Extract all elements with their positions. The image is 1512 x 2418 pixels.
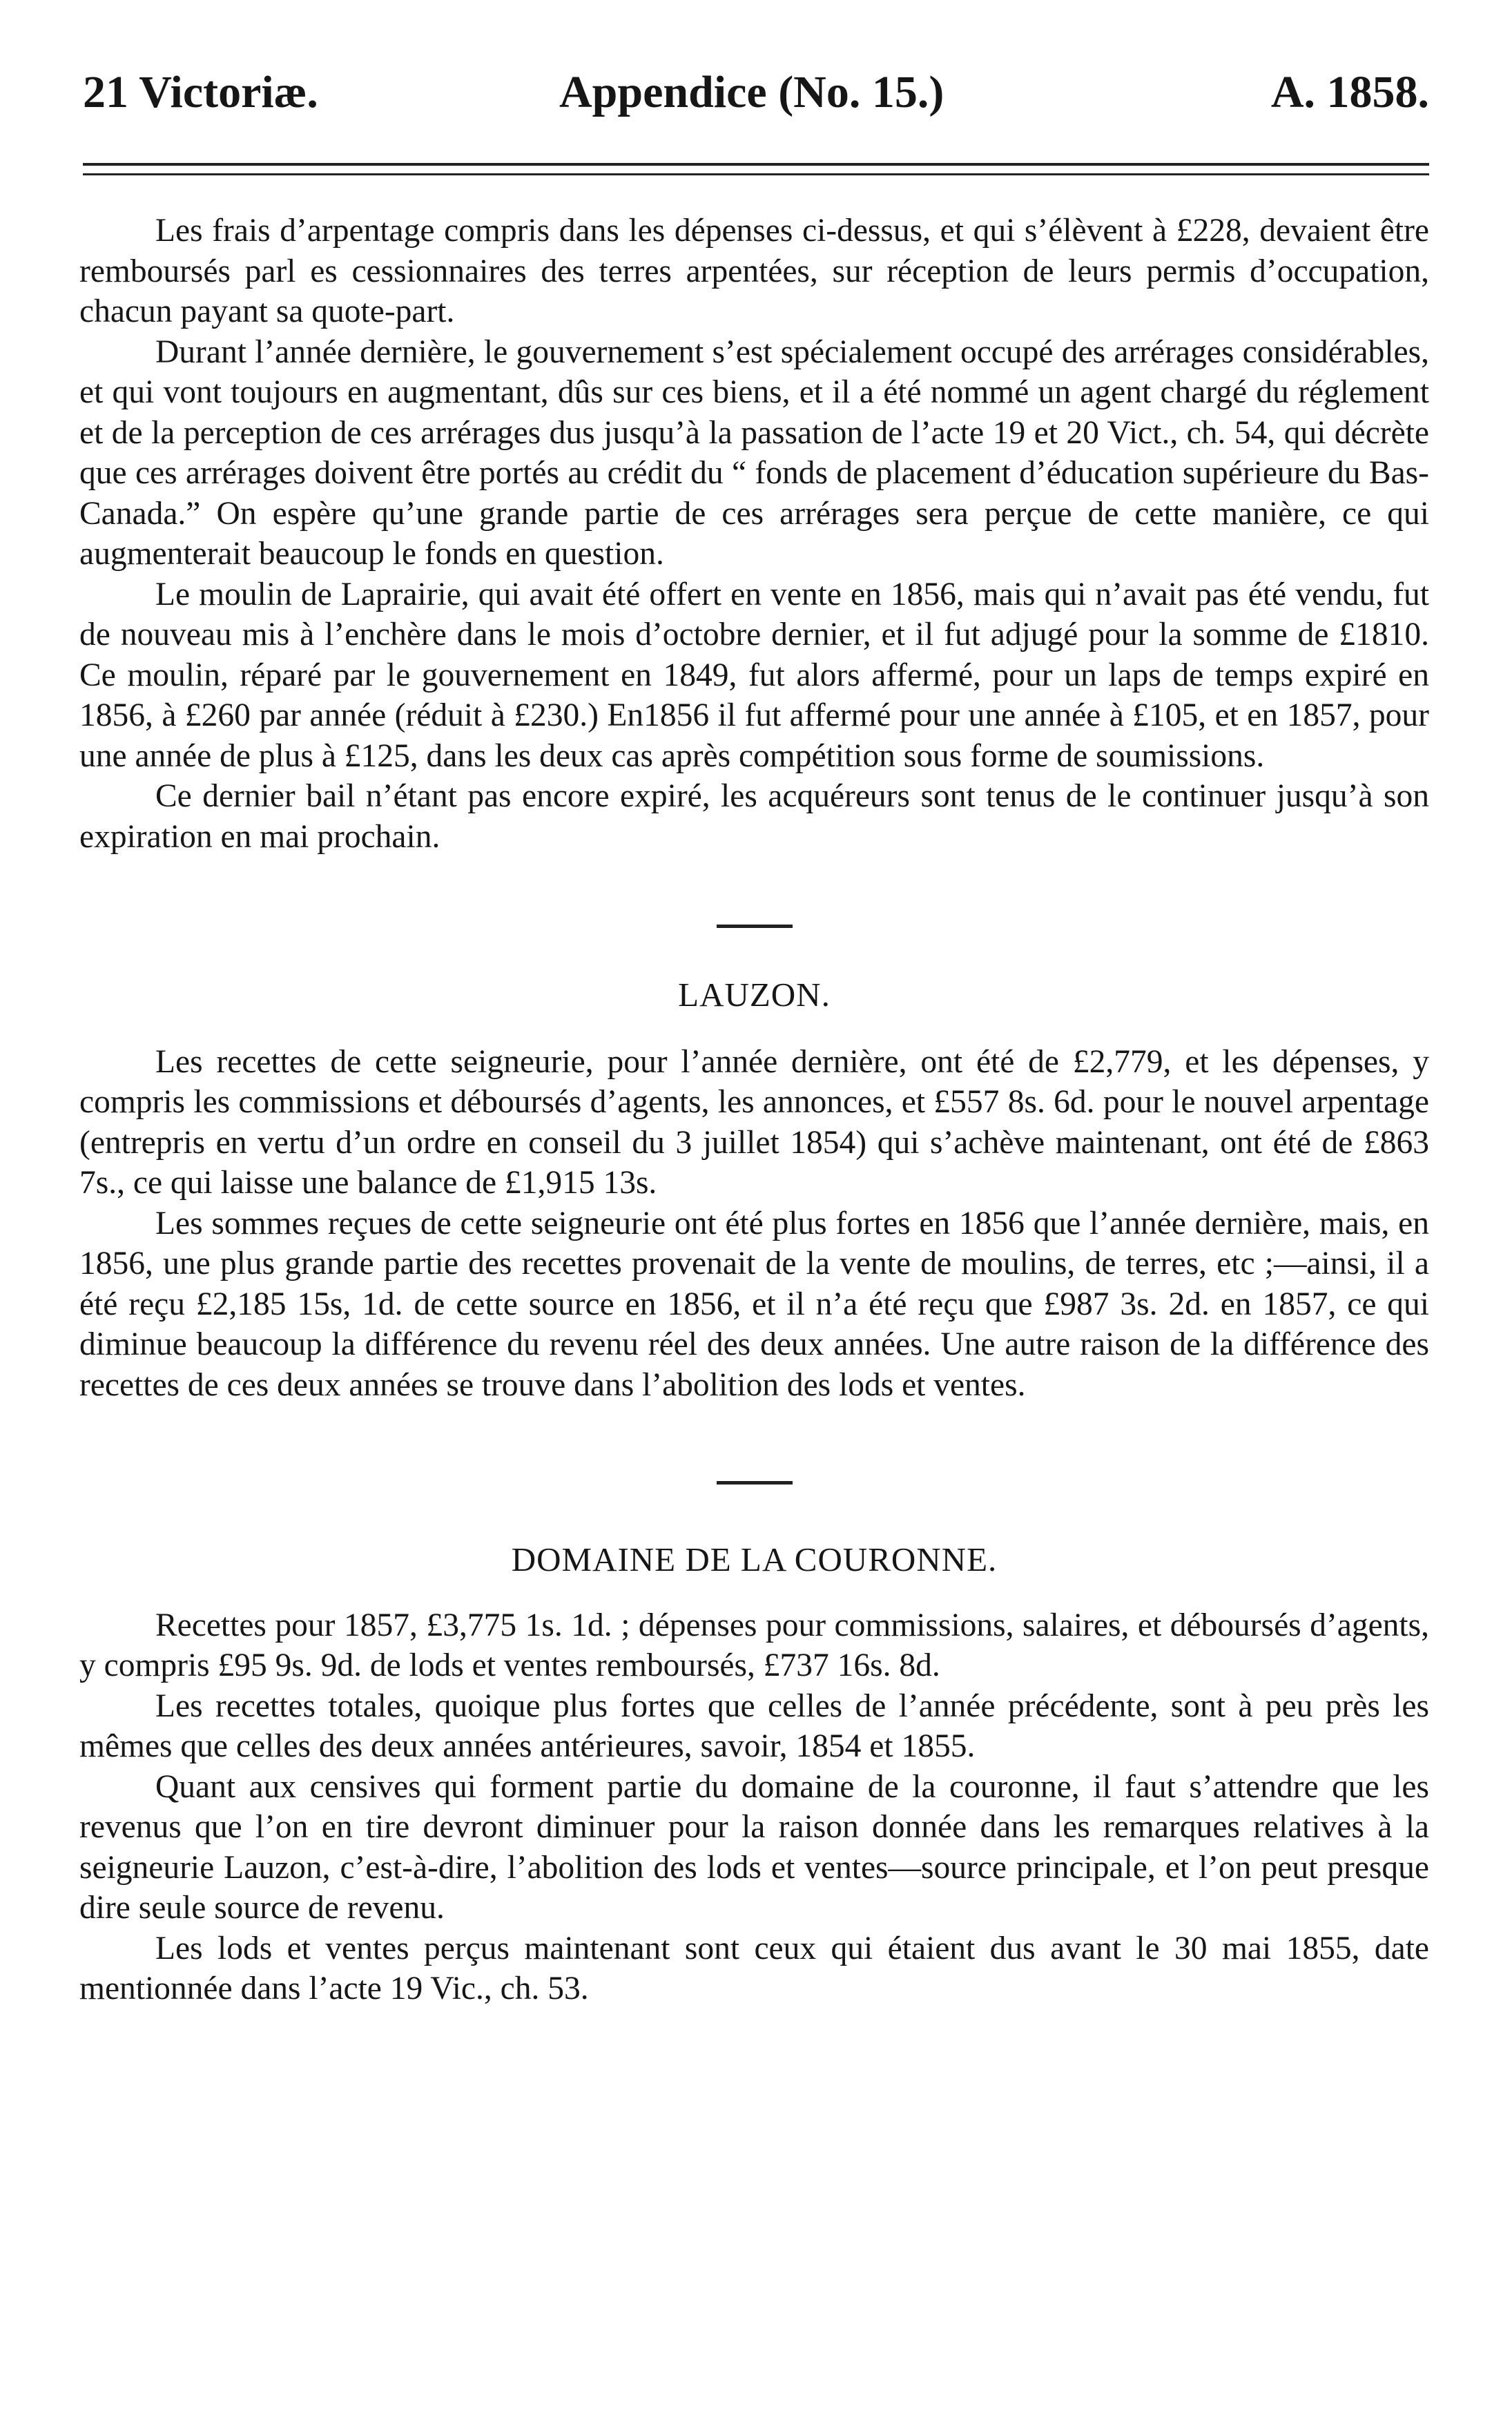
- intro-paragraph: Le moulin de Laprairie, qui avait été offert en vente en 1856, mais qui n’avait pas été vendu, fut de nouveau mis à l’enchère dans le mois d’octobre dernier, et il fut adjugé pour la somme de £1810. Ce moulin, réparé par le gouvernement en 1849, fut alors affermé, pour un laps de temps expiré en 1856, à £260 par année (réduit à £230.) En1856 il fut affermé pour une année à £105, et en 1857, pour une année de plus à £125, dans les deux cas après compétition sous forme de soumissions.: [79, 576, 1429, 774]
- section-title-lauzon: LAUZON.: [678, 976, 831, 1014]
- intro-paragraph: Les frais d’arpentage compris dans les dépenses ci-dessus, et qui s’élèvent à £228, devaient être remboursés parl es cessionnaires des terres arpentées, sur réception de leurs permis d’occupation, chacun payant sa quote-part.: [79, 213, 1429, 329]
- domaine-paragraph: Les recettes totales, quoique plus fortes que celles de l’année précédente, sont à peu près les mêmes que celles des deux années antérieures, savoir, 1854 et 1855.: [79, 1687, 1429, 1764]
- header-year: A. 1858.: [1270, 67, 1429, 117]
- domaine-paragraph: Quant aux censives qui forment partie du domaine de la couronne, il faut s’attendre que les revenus que l’on en tire devront diminuer pour la raison donnée dans les remarques relatives à la seigneurie Lauzon, c’est-à-dire, l’abolition des lods et ventes—source principale, et l’on peut presque dire seule source de revenu.: [79, 1768, 1429, 1926]
- section-title-domaine: DOMAINE DE LA COURONNE.: [511, 1540, 998, 1578]
- intro-paragraph: Ce dernier bail n’étant pas encore expiré, les acquéreurs sont tenus de le continuer jusqu’à son expiration en mai prochain.: [79, 778, 1429, 855]
- page-header: [83, 66, 1429, 122]
- document-body: [79, 211, 1429, 2009]
- domaine-paragraph: Recettes pour 1857, £3,775 1s. 1d. ; dépenses pour commissions, salaires, et déboursés d’agents, y compris £95 9s. 9d. de lods et ventes remboursés, £737 16s. 8d.: [79, 1607, 1429, 1683]
- section-divider: [717, 925, 793, 928]
- section-divider: [717, 1481, 793, 1484]
- lauzon-paragraph: Les recettes de cette seigneurie, pour l’année dernière, ont été de £2,779, et les dépenses, y compris les commissions et déboursés d’agents, les annonces, et £557 8s. 6d. pour le nouvel arpentage (entrepris en vertu d’un ordre en conseil du 3 juillet 1854) qui s’achève maintenant, ont été de £863 7s., ce qui laisse une balance de £1,915 13s.: [79, 1043, 1429, 1201]
- domaine-paragraph: Les lods et ventes perçus maintenant sont ceux qui étaient dus avant le 30 mai 1855, date mentionnée dans l’acte 19 Vic., ch. 53.: [79, 1930, 1429, 2006]
- header-session: 21 Victoriæ.: [83, 67, 318, 117]
- lauzon-paragraph: Les sommes reçues de cette seigneurie ont été plus fortes en 1856 que l’année dernière, mais, en 1856, une plus grande partie des recettes provenait de la vente de moulins, de terres, etc ;—ainsi, il a été reçu £2,185 15s, 1d. de cette source en 1856, et il n’a été reçu que £987 3s. 2d. en 1857, ce qui diminue beaucoup la différence du revenu réel des deux années. Une autre raison de la différence des recettes de ces deux années se trouve dans l’abolition des lods et ventes.: [79, 1205, 1429, 1403]
- header-appendix: Appendice (No. 15.): [559, 67, 944, 117]
- intro-paragraph: Durant l’année dernière, le gouvernement s’est spécialement occupé des arrérages considérables, et qui vont toujours en augmentant, dûs sur ces biens, et il a été nommé un agent chargé du réglement et de la perception de ces arrérages dus jusqu’à la passation de l’acte 19 et 20 Vict., ch. 54, qui décrète que ces arrérages doivent être portés au crédit du “ fonds de placement d’éducation supérieure du Bas-Canada.” On espère qu’une grande partie de ces arrérages sera perçue de cette manière, ce qui augmenterait beaucoup le fonds en question.: [79, 333, 1429, 572]
- header-double-rule: [83, 163, 1429, 175]
